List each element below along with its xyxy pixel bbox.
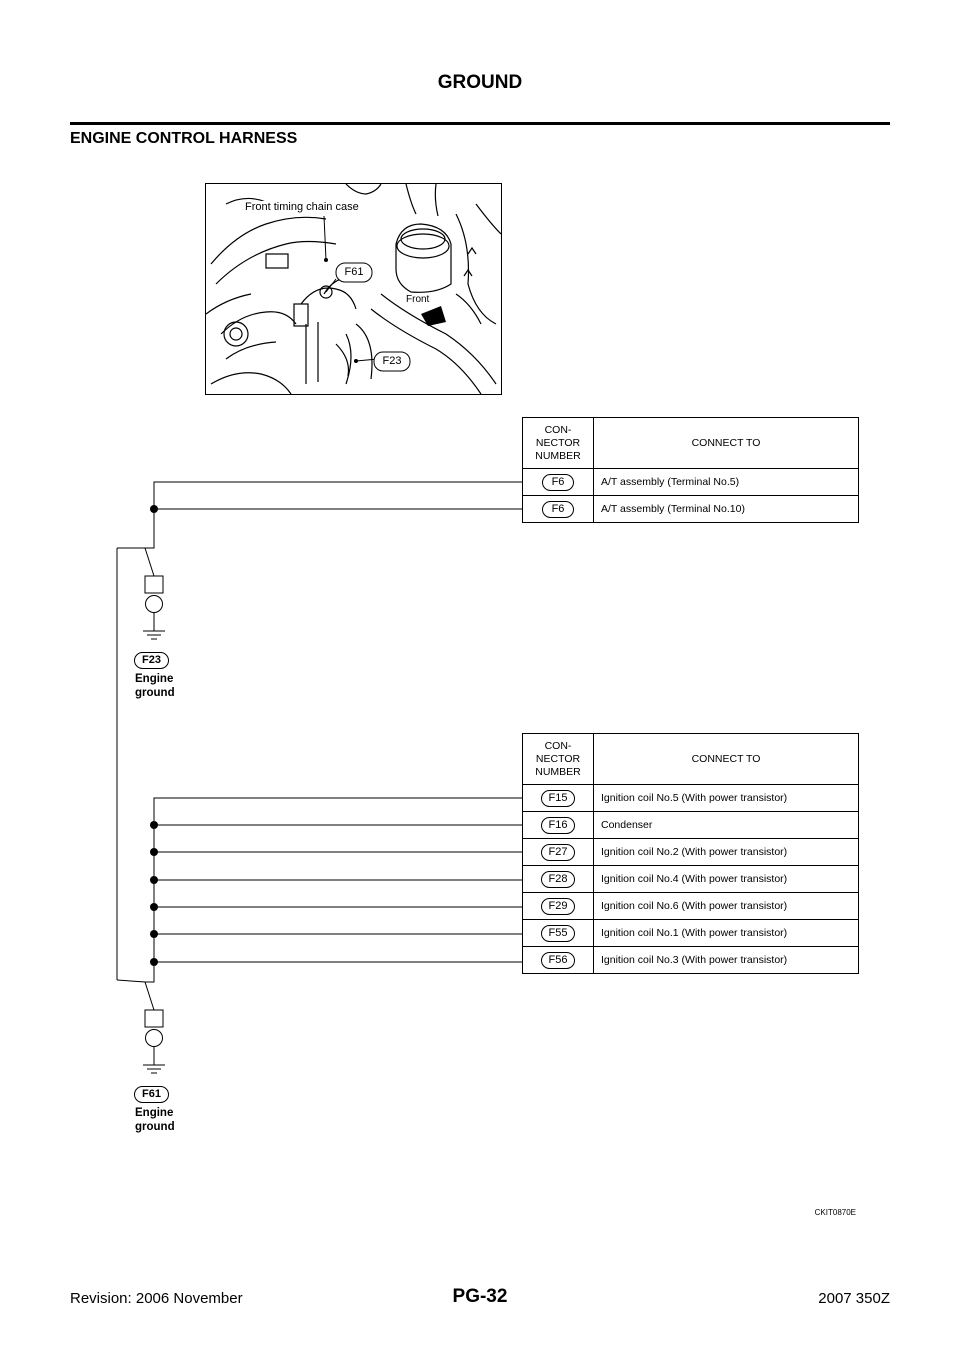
connector-number: F16 [541, 817, 576, 834]
connect-to: Ignition coil No.1 (With power transistor) [594, 920, 859, 947]
table-row [523, 785, 859, 812]
header-connect-to: CONNECT TO [594, 418, 859, 469]
ground-connector-number: F23 [134, 652, 169, 669]
connect-to: Condenser [594, 812, 859, 839]
connector-number: F55 [541, 925, 576, 942]
junction-dot [150, 505, 158, 513]
connect-to: Ignition coil No.5 (With power transistor) [594, 785, 859, 812]
section-title: ENGINE CONTROL HARNESS [70, 130, 298, 147]
connector-table-2 [522, 733, 859, 974]
callout-front: Front [406, 294, 430, 305]
header-connect-to: CONNECT TO [594, 734, 859, 785]
ground-connector-f61 [134, 1084, 169, 1103]
ground-connector-number: F61 [134, 1086, 169, 1103]
table-row [523, 496, 859, 523]
footer-model: 2007 350Z [818, 1290, 890, 1307]
footer-revision: Revision: 2006 November [70, 1290, 243, 1307]
junction-dot [150, 876, 158, 884]
header-connector-number: CON- NECTOR NUMBER [523, 734, 594, 785]
table-row [523, 469, 859, 496]
callout-f61: F61 [344, 266, 364, 278]
footer-page-number: PG-32 [452, 1286, 508, 1307]
connect-to: A/T assembly (Terminal No.10) [594, 496, 859, 523]
connect-to: Ignition coil No.2 (With power transistor) [594, 839, 859, 866]
connect-to: Ignition coil No.4 (With power transistor) [594, 866, 859, 893]
ground-label-line1: Engine [135, 1107, 174, 1119]
connector-number: F15 [541, 790, 576, 807]
callout-f23: F23 [382, 355, 402, 367]
connector-number: F28 [541, 871, 576, 888]
figure-code: CKIT0870E [814, 1208, 856, 1217]
connector-table-1 [522, 417, 859, 523]
connector-number: F27 [541, 844, 576, 861]
connect-to: A/T assembly (Terminal No.5) [594, 469, 859, 496]
callout-chain-case: Front timing chain case [245, 201, 359, 213]
table-row [523, 893, 859, 920]
ground-label-line1: Engine [135, 673, 174, 685]
junction-dot [150, 848, 158, 856]
ground-connector-f23 [134, 650, 169, 669]
connector-number: F6 [542, 501, 574, 518]
table-row [523, 812, 859, 839]
ground-label-line2: ground [135, 687, 175, 699]
connector-number: F56 [541, 952, 576, 969]
page-title: GROUND [437, 72, 523, 93]
junction-dot [150, 903, 158, 911]
junction-dot [150, 930, 158, 938]
junction-dot [150, 958, 158, 966]
header-connector-number: CON- NECTOR NUMBER [523, 418, 594, 469]
table-row [523, 920, 859, 947]
connector-number: F29 [541, 898, 576, 915]
ground-label-line2: ground [135, 1121, 175, 1133]
table-row [523, 947, 859, 974]
junction-dot [150, 821, 158, 829]
connect-to: Ignition coil No.6 (With power transistor) [594, 893, 859, 920]
table-row [523, 839, 859, 866]
table-row [523, 866, 859, 893]
connector-number: F6 [542, 474, 574, 491]
connect-to: Ignition coil No.3 (With power transistor) [594, 947, 859, 974]
